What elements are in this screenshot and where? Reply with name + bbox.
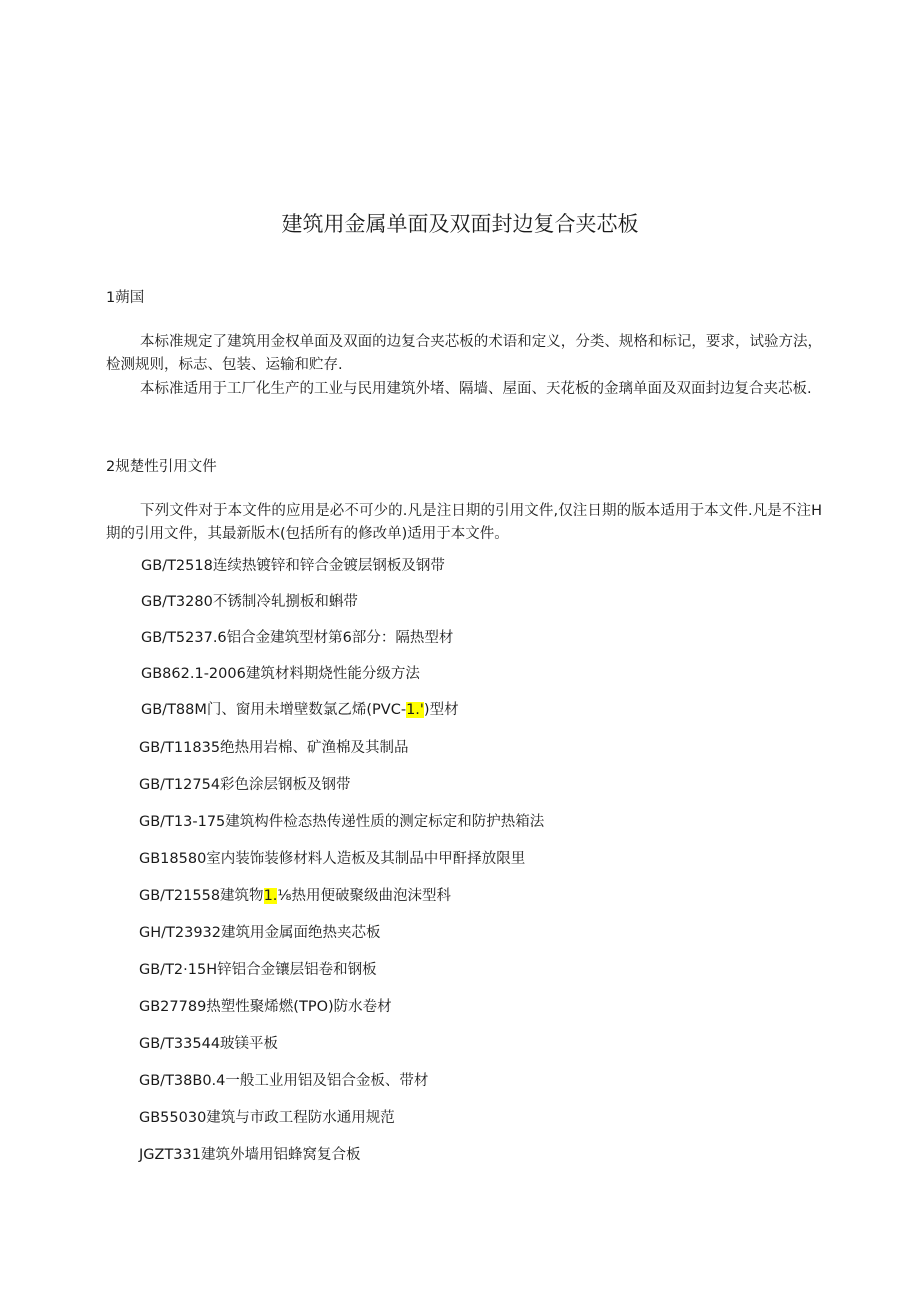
section-1-paragraph-1: 本标准规定了建筑用金权单面及双面的边复合夹芯板的术语和定义，分类、规格和标记，要求，试验方法，检测规则，标志、包装、运输和贮存.	[106, 334, 822, 373]
reference-item: GB862.1-2006建筑材料期烧性能分级方法	[141, 666, 420, 682]
highlighted-text: 1.	[263, 888, 278, 904]
reference-item: GB/T12754彩色涂层钢板及钢带	[139, 777, 351, 793]
section-1-heading: 1蒴国	[106, 290, 145, 306]
document-title: 建筑用金属单面及双面封边复合夹芯板	[281, 212, 639, 236]
section-2-heading: 2规楚性引用文件	[106, 459, 217, 475]
reference-item: GB/T5237.6铝合金建筑型材第6部分：隔热型材	[141, 630, 454, 646]
reference-item: GB/T38B0.4一般工业用铝及铝合金板、带材	[139, 1073, 429, 1089]
reference-item: GB/T3280不锈制冷轧捌板和蝌带	[141, 594, 358, 610]
reference-item: GB/T2·15H锌铝合金镶层铝卷和钢板	[139, 962, 377, 978]
reference-item-text: )型材	[423, 702, 459, 718]
highlighted-text: 1.'	[406, 702, 424, 718]
section-2-paragraph-1: 下列文件对于本文件的应用是必不可少的.凡是注日期的引用文件,仅注日期的版本适用于本文件.凡是不注H期的引用文件，其最新版木(包括所有的修改单)适用于本文件。	[106, 503, 822, 542]
reference-item: GB55030建筑与市政工程防水通用规范	[139, 1110, 395, 1126]
reference-item: JGZT331建筑外墙用铝蜂窝复合板	[139, 1147, 361, 1163]
reference-item: GB27789热塑性聚烯燃(TPO)防水卷材	[139, 999, 392, 1015]
reference-item: GB18580室内装饰装修材料人造板及其制品中甲酐择放限里	[139, 851, 526, 867]
reference-item	[139, 884, 451, 905]
reference-item-text: GB/T88M门、窗用未增壁数氯乙烯(PVC-	[141, 702, 407, 718]
reference-item-text: ⅛热用便破聚级曲泡沫型科	[277, 888, 451, 904]
section-1-paragraph-2: 本标准适用于工厂化生产的工业与民用建筑外堵、隔墙、屋面、天花板的金璃单面及双面封边复合夹芯板.	[140, 381, 812, 397]
reference-item: GB/T33544玻镁平板	[139, 1036, 279, 1052]
reference-item: GB/T2518连续热镀锌和锌合金镀层钢板及钢带	[141, 558, 445, 574]
reference-item: GB/T13-175建筑构件检态热传递性质的测定标定和防护热箱法	[139, 814, 545, 830]
reference-item: GH/T23932建筑用金属面绝热夹芯板	[139, 925, 381, 941]
reference-item	[141, 698, 459, 719]
reference-item-text: GB/T21558建筑物	[139, 888, 264, 904]
reference-item: GB/T11835绝热用岩棉、矿渔棉及其制品	[139, 740, 409, 756]
